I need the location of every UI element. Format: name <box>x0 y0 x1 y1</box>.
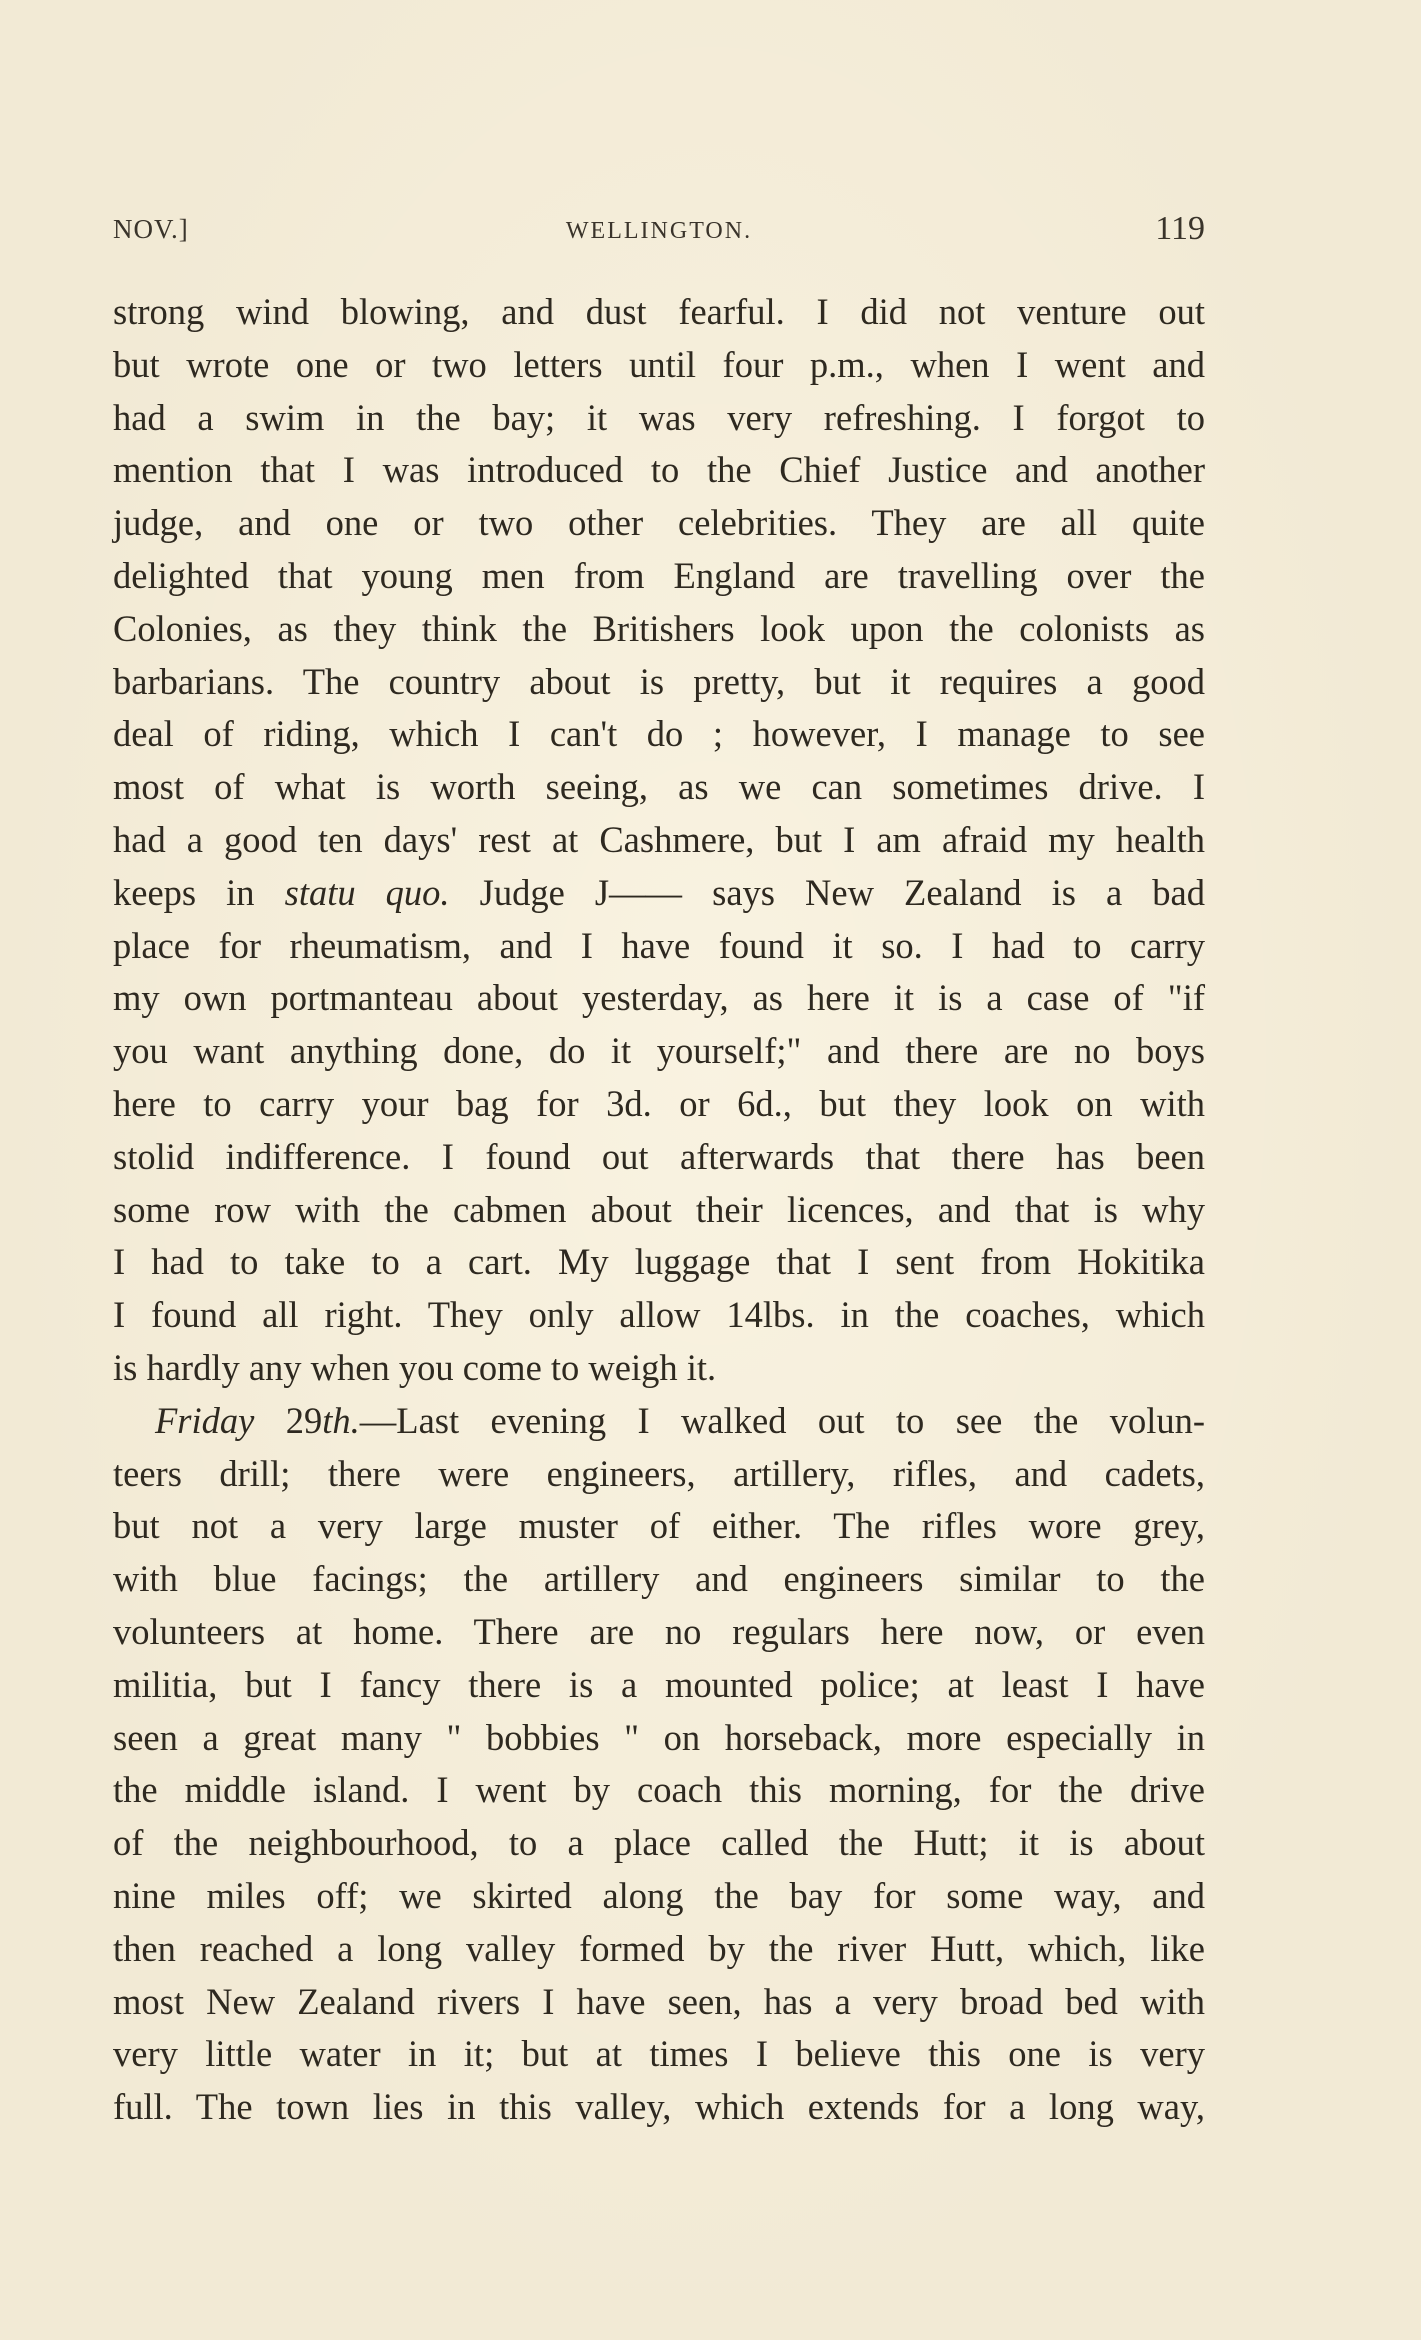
text-line: most of what is worth seeing, as we can sometimes drive. I <box>113 766 1205 808</box>
text-line: with blue facings; the artillery and engineers similar to the <box>113 1558 1205 1600</box>
text-line: most New Zealand rivers I have seen, has a very broad bed with <box>113 1980 1205 2022</box>
page-number: 119 <box>1155 210 1205 247</box>
header-month: NOV.] <box>113 214 189 244</box>
date-suffix: th. <box>322 1399 360 1441</box>
text-line: then reached a long valley formed by the river Hutt, which, like <box>113 1927 1205 1969</box>
text-line: nine miles off; we skirted along the bay for some way, and <box>113 1874 1205 1916</box>
text-line: is hardly any when you come to weigh it. <box>113 1346 717 1388</box>
date-number: 29 <box>254 1399 323 1441</box>
text-line <box>113 867 1205 920</box>
text-line: deal of riding, which I can't do ; however, I manage to see <box>113 713 1205 755</box>
text-line: stolid indifference. I found out afterwards that there has been <box>113 1135 1205 1177</box>
text-line: my own portmanteau about yesterday, as here it is a case of "if <box>113 977 1205 1019</box>
text-line: seen a great many " bobbies " on horseback, more especially in <box>113 1716 1205 1758</box>
text-line: teers drill; there were engineers, artillery, rifles, and cadets, <box>113 1452 1205 1494</box>
text-line: place for rheumatism, and I have found it so. I had to carry <box>113 924 1205 966</box>
text-line: judge, and one or two other celebrities. They are all quite <box>113 502 1205 544</box>
text-line <box>113 1395 1205 1448</box>
text-line: I found all right. They only allow 14lbs. in the coaches, which <box>113 1294 1205 1336</box>
text-line: I had to take to a cart. My luggage that I sent from Hokitika <box>113 1241 1205 1283</box>
text-line: strong wind blowing, and dust fearful. I did not venture out <box>113 291 1205 332</box>
text-line: but wrote one or two letters until four p.m., when I went and <box>113 343 1205 385</box>
text-segment: Judge J—— says New Zealand is a bad <box>449 871 1205 913</box>
text-line: mention that I was introduced to the Chief Justice and another <box>113 449 1205 491</box>
text-line: very little water in it; but at times I believe this one is very <box>113 2033 1205 2075</box>
italic-day: Friday <box>155 1399 255 1441</box>
header-title: WELLINGTON. <box>565 218 753 244</box>
text-line: some row with the cabmen about their licences, and that is why <box>113 1188 1205 1230</box>
italic-phrase: statu quo. <box>284 871 450 913</box>
text-line: had a good ten days' rest at Cashmere, but I am afraid my health <box>113 818 1205 860</box>
paragraph-2 <box>113 1395 1205 2134</box>
text-line: but not a very large muster of either. The rifles wore grey, <box>113 1505 1205 1547</box>
text-line: here to carry your bag for 3d. or 6d., but they look on with <box>113 1082 1205 1124</box>
text-line: the middle island. I went by coach this morning, for the drive <box>113 1769 1205 1811</box>
text-line: full. The town lies in this valley, which extends for a long way, <box>113 2086 1205 2128</box>
paragraph-1 <box>113 286 1205 1395</box>
text-line: barbarians. The country about is pretty, but it requires a good <box>113 660 1205 702</box>
text-line: delighted that young men from England are travelling over the <box>113 554 1205 596</box>
body-text <box>113 286 1205 2134</box>
text-line: had a swim in the bay; it was very refreshing. I forgot to <box>113 396 1205 438</box>
running-head <box>113 210 1205 258</box>
text-line: Colonies, as they think the Britishers look upon the colonists as <box>113 607 1205 649</box>
text-segment: keeps in <box>113 871 285 913</box>
text-line: you want anything done, do it yourself;" and there are no boys <box>113 1030 1205 1072</box>
text-segment: —Last evening I walked out to see the volun- <box>359 1399 1205 1441</box>
text-line: volunteers at home. There are no regulars here now, or even <box>113 1610 1205 1652</box>
text-line: militia, but I fancy there is a mounted police; at least I have <box>113 1663 1205 1705</box>
text-line: of the neighbourhood, to a place called the Hutt; it is about <box>113 1822 1205 1864</box>
